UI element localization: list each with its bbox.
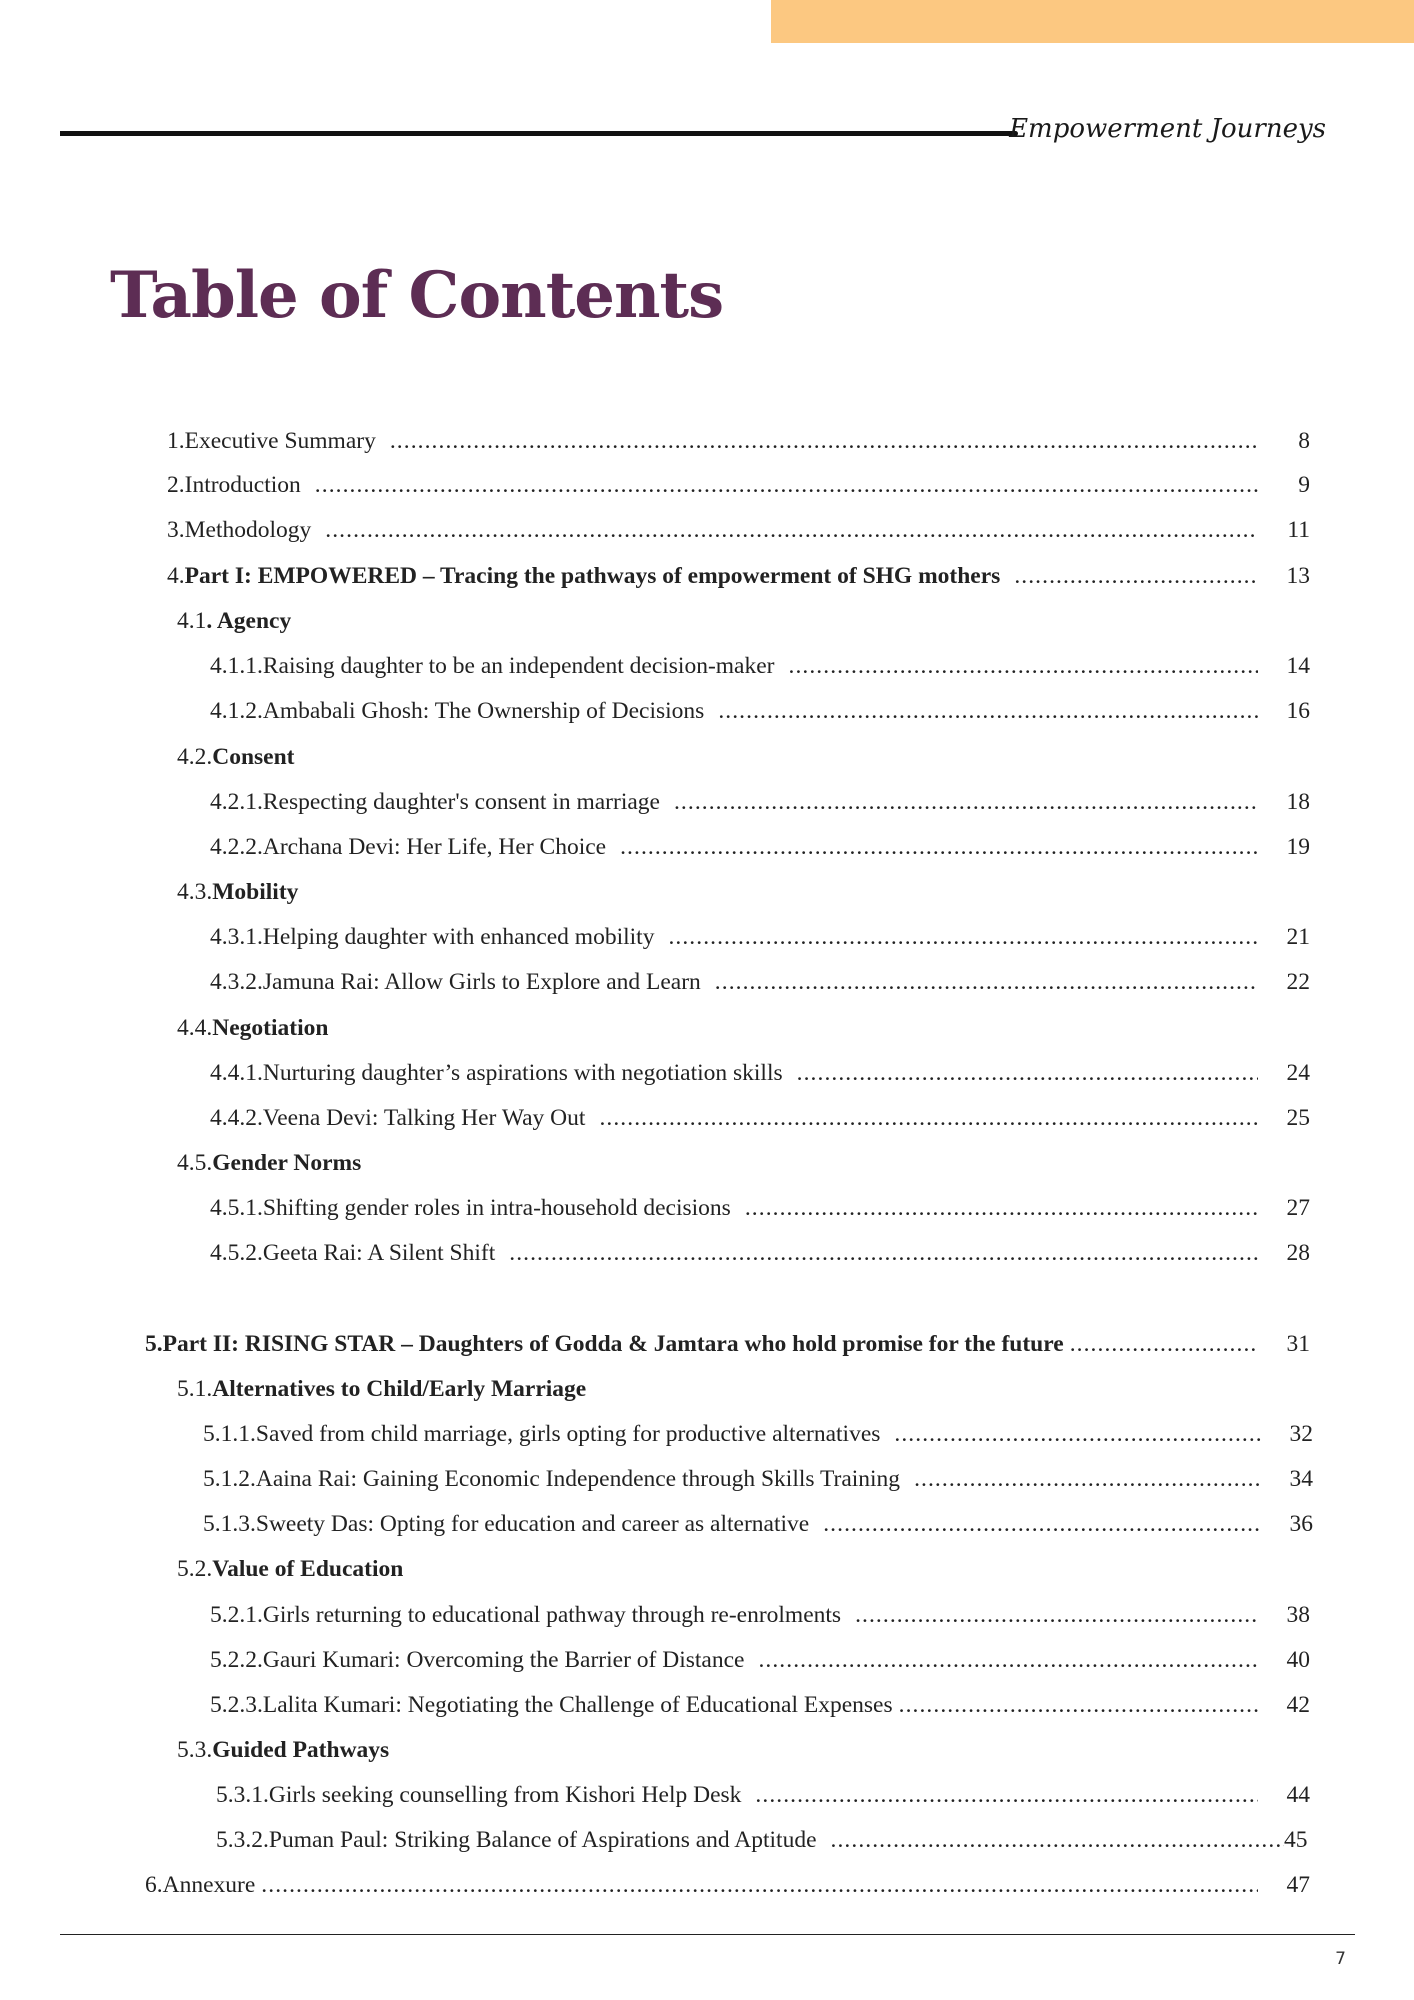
toc-label: Gauri Kumari: Overcoming the Barrier of Distance bbox=[262, 1647, 745, 1673]
toc-section-gender-norms[interactable] bbox=[177, 1148, 1177, 1178]
toc-page-number: 28 bbox=[1286, 1240, 1310, 1266]
toc-page-number: 32 bbox=[1289, 1421, 1313, 1447]
toc-page-number: 16 bbox=[1286, 698, 1310, 724]
toc-page-number: 21 bbox=[1286, 924, 1310, 950]
toc-page-number: 19 bbox=[1286, 834, 1310, 860]
dot-leader bbox=[758, 1645, 1258, 1675]
dot-leader bbox=[823, 1509, 1261, 1539]
toc-section-consent[interactable] bbox=[177, 742, 1177, 772]
footer-rule bbox=[60, 1934, 1355, 1935]
dot-leader bbox=[390, 426, 1258, 456]
toc-entry-4-5-2[interactable] bbox=[210, 1238, 1310, 1268]
toc-entry-introduction[interactable] bbox=[167, 470, 1310, 500]
header-accent-bar bbox=[771, 0, 1414, 43]
toc-entry-part-one[interactable] bbox=[167, 561, 1310, 591]
toc-label: Annexure bbox=[162, 1872, 256, 1898]
toc-label: Shifting gender roles in intra-household decisions bbox=[262, 1195, 731, 1221]
toc-number: 4.4.2. bbox=[210, 1105, 263, 1131]
dot-leader bbox=[745, 1193, 1258, 1223]
dot-leader bbox=[1070, 1329, 1258, 1359]
toc-label: Veena Devi: Talking Her Way Out bbox=[262, 1105, 586, 1131]
toc-number: 5.1.1. bbox=[203, 1421, 256, 1447]
dot-leader bbox=[599, 1103, 1258, 1133]
toc-label: Part I: EMPOWERED – Tracing the pathways of empowerment of SHG mothers bbox=[184, 563, 1001, 589]
toc-page-number: 8 bbox=[1298, 428, 1310, 454]
toc-label: Girls returning to educational pathway through re-enrolments bbox=[262, 1602, 842, 1628]
toc-number: 1. bbox=[167, 428, 185, 454]
toc-label: Girls seeking counselling from Kishori Help Desk bbox=[268, 1782, 742, 1808]
toc-label: Geeta Rai: A Silent Shift bbox=[262, 1240, 496, 1266]
toc-page-number: 27 bbox=[1286, 1195, 1310, 1221]
toc-label: Helping daughter with enhanced mobility bbox=[262, 924, 655, 950]
toc-number: 4.5.1. bbox=[210, 1195, 263, 1221]
toc-number: 5.3. bbox=[177, 1737, 213, 1763]
toc-section-mobility[interactable] bbox=[177, 877, 1177, 907]
toc-entry-5-3-1[interactable] bbox=[216, 1780, 1310, 1810]
toc-entry-5-1-2[interactable] bbox=[203, 1464, 1313, 1494]
toc-entry-5-2-1[interactable] bbox=[210, 1600, 1310, 1630]
dot-leader bbox=[1014, 561, 1258, 591]
toc-page-number: 40 bbox=[1286, 1647, 1310, 1673]
toc-label: Raising daughter to be an independent decision-maker bbox=[262, 653, 775, 679]
toc-entry-annexure[interactable] bbox=[145, 1870, 1310, 1900]
toc-section-guided-pathways[interactable] bbox=[177, 1735, 1177, 1765]
dot-leader bbox=[855, 1600, 1258, 1630]
toc-entry-5-1-1[interactable] bbox=[203, 1419, 1313, 1449]
toc-number: 4.4.1. bbox=[210, 1060, 263, 1086]
dot-leader bbox=[315, 470, 1258, 500]
dot-leader bbox=[325, 515, 1258, 545]
toc-number: 5. bbox=[145, 1331, 163, 1357]
toc-page-number: 24 bbox=[1286, 1060, 1310, 1086]
toc-label: Guided Pathways bbox=[212, 1737, 390, 1763]
toc-label: . Agency bbox=[206, 608, 292, 634]
toc-label: Introduction bbox=[184, 472, 301, 498]
dot-leader bbox=[797, 1058, 1258, 1088]
toc-entry-4-2-2[interactable] bbox=[210, 832, 1310, 862]
toc-number: 4.2.2. bbox=[210, 834, 263, 860]
toc-number: 4.1.2. bbox=[210, 698, 263, 724]
toc-label: Negotiation bbox=[212, 1015, 329, 1041]
dot-leader bbox=[509, 1238, 1258, 1268]
toc-label: Ambabali Ghosh: The Ownership of Decisions bbox=[262, 698, 705, 724]
toc-number: 4.5. bbox=[177, 1150, 213, 1176]
toc-number: 4.1.1. bbox=[210, 653, 263, 679]
toc-page-number: 18 bbox=[1286, 789, 1310, 815]
toc-number: 5.1. bbox=[177, 1376, 213, 1402]
toc-page-number: 42 bbox=[1286, 1692, 1310, 1718]
toc-entry-4-3-1[interactable] bbox=[210, 922, 1310, 952]
toc-number: 4.3. bbox=[177, 879, 213, 905]
dot-leader bbox=[914, 1464, 1261, 1494]
toc-label: Archana Devi: Her Life, Her Choice bbox=[262, 834, 607, 860]
toc-page-number: 34 bbox=[1289, 1466, 1313, 1492]
toc-label: Part II: RISING STAR – Daughters of Godda & Jamtara who hold promise for the future bbox=[162, 1331, 1064, 1357]
toc-page-number: 13 bbox=[1286, 563, 1310, 589]
toc-page-number: 45 bbox=[1284, 1827, 1308, 1853]
toc-label: Value of Education bbox=[212, 1556, 404, 1582]
toc-number: 6. bbox=[145, 1872, 163, 1898]
toc-section-alternatives[interactable] bbox=[177, 1374, 1177, 1404]
toc-page-number: 36 bbox=[1289, 1511, 1313, 1537]
running-title: Empowerment Journeys bbox=[1009, 114, 1326, 144]
toc-number: 4. bbox=[167, 563, 185, 589]
toc-entry-4-3-2[interactable] bbox=[210, 967, 1310, 997]
toc-label: Saved from child marriage, girls opting for productive alternatives bbox=[255, 1421, 881, 1447]
dot-leader bbox=[789, 651, 1259, 681]
toc-number: 5.2. bbox=[177, 1556, 213, 1582]
toc-entry-4-1-2[interactable] bbox=[210, 696, 1310, 726]
toc-entry-5-1-3[interactable] bbox=[203, 1509, 1313, 1539]
dot-leader bbox=[899, 1690, 1258, 1720]
toc-label: Methodology bbox=[184, 517, 312, 543]
dot-leader bbox=[755, 1780, 1258, 1810]
toc-entry-5-2-2[interactable] bbox=[210, 1645, 1310, 1675]
toc-label: Nurturing daughter’s aspirations with negotiation skills bbox=[262, 1060, 783, 1086]
toc-label: Jamuna Rai: Allow Girls to Explore and Learn bbox=[262, 969, 701, 995]
dot-leader bbox=[718, 696, 1258, 726]
dot-leader bbox=[715, 967, 1258, 997]
toc-label: Alternatives to Child/Early Marriage bbox=[212, 1376, 587, 1402]
toc-number: 4.4. bbox=[177, 1015, 213, 1041]
toc-number: 5.2.3. bbox=[210, 1692, 263, 1718]
toc-number: 4.2.1. bbox=[210, 789, 263, 815]
toc-label: Lalita Kumari: Negotiating the Challenge of Educational Expenses bbox=[262, 1692, 893, 1718]
toc-label: Respecting daughter's consent in marriage bbox=[262, 789, 660, 815]
toc-number: 4.1 bbox=[177, 608, 207, 634]
toc-label: Gender Norms bbox=[212, 1150, 362, 1176]
toc-label: Mobility bbox=[212, 879, 299, 905]
toc-page-number: 25 bbox=[1286, 1105, 1310, 1131]
page-title: Table of Contents bbox=[110, 258, 724, 333]
toc-page-number: 47 bbox=[1286, 1872, 1310, 1898]
toc-label: Puman Paul: Striking Balance of Aspirations and Aptitude bbox=[268, 1827, 817, 1853]
toc-page-number: 22 bbox=[1286, 969, 1310, 995]
toc-entry-4-4-1[interactable] bbox=[210, 1058, 1310, 1088]
toc-label: Consent bbox=[212, 744, 295, 770]
toc-label: Executive Summary bbox=[184, 428, 376, 454]
toc-number: 5.2.1. bbox=[210, 1602, 263, 1628]
dot-leader bbox=[894, 1419, 1261, 1449]
toc-entry-5-3-2[interactable] bbox=[216, 1825, 1310, 1855]
dot-leader bbox=[674, 787, 1258, 817]
toc-page-number: 11 bbox=[1287, 517, 1310, 543]
toc-section-negotiation[interactable] bbox=[177, 1013, 1177, 1043]
toc-number: 5.3.2. bbox=[216, 1827, 269, 1853]
toc-number: 2. bbox=[167, 472, 185, 498]
toc-number: 5.1.3. bbox=[203, 1511, 256, 1537]
toc-entry-4-2-1[interactable] bbox=[210, 787, 1310, 817]
toc-page-number: 9 bbox=[1298, 472, 1310, 498]
toc-number: 4.3.2. bbox=[210, 969, 263, 995]
toc-label: Sweety Das: Opting for education and career as alternative bbox=[255, 1511, 810, 1537]
dot-leader bbox=[620, 832, 1258, 862]
toc-entry-part-two[interactable] bbox=[145, 1329, 1310, 1359]
toc-page-number: 31 bbox=[1286, 1331, 1310, 1357]
toc-number: 5.2.2. bbox=[210, 1647, 263, 1673]
toc-page-number: 38 bbox=[1286, 1602, 1310, 1628]
toc-number: 4.2. bbox=[177, 744, 213, 770]
toc-section-agency[interactable] bbox=[177, 606, 1177, 636]
dot-leader bbox=[831, 1825, 1284, 1855]
toc-number: 3. bbox=[167, 517, 185, 543]
toc-section-value-of-education[interactable] bbox=[177, 1554, 1177, 1584]
toc-number: 4.5.2. bbox=[210, 1240, 263, 1266]
toc-entry-methodology[interactable] bbox=[167, 515, 1310, 545]
dot-leader bbox=[668, 922, 1258, 952]
toc-number: 5.1.2. bbox=[203, 1466, 256, 1492]
header-rule bbox=[60, 131, 1018, 136]
toc-number: 5.3.1. bbox=[216, 1782, 269, 1808]
toc-entry-4-1-1[interactable] bbox=[210, 651, 1310, 681]
toc-entry-executive-summary[interactable] bbox=[167, 426, 1310, 456]
toc-entry-4-5-1[interactable] bbox=[210, 1193, 1310, 1223]
toc-page-number: 14 bbox=[1286, 653, 1310, 679]
dot-leader bbox=[261, 1870, 1258, 1900]
toc-page-number: 44 bbox=[1286, 1782, 1310, 1808]
toc-label: Aaina Rai: Gaining Economic Independence through Skills Training bbox=[255, 1466, 901, 1492]
toc-entry-4-4-2[interactable] bbox=[210, 1103, 1310, 1133]
toc-number: 4.3.1. bbox=[210, 924, 263, 950]
toc-entry-5-2-3[interactable] bbox=[210, 1690, 1310, 1720]
page-number: 7 bbox=[1335, 1949, 1346, 1969]
